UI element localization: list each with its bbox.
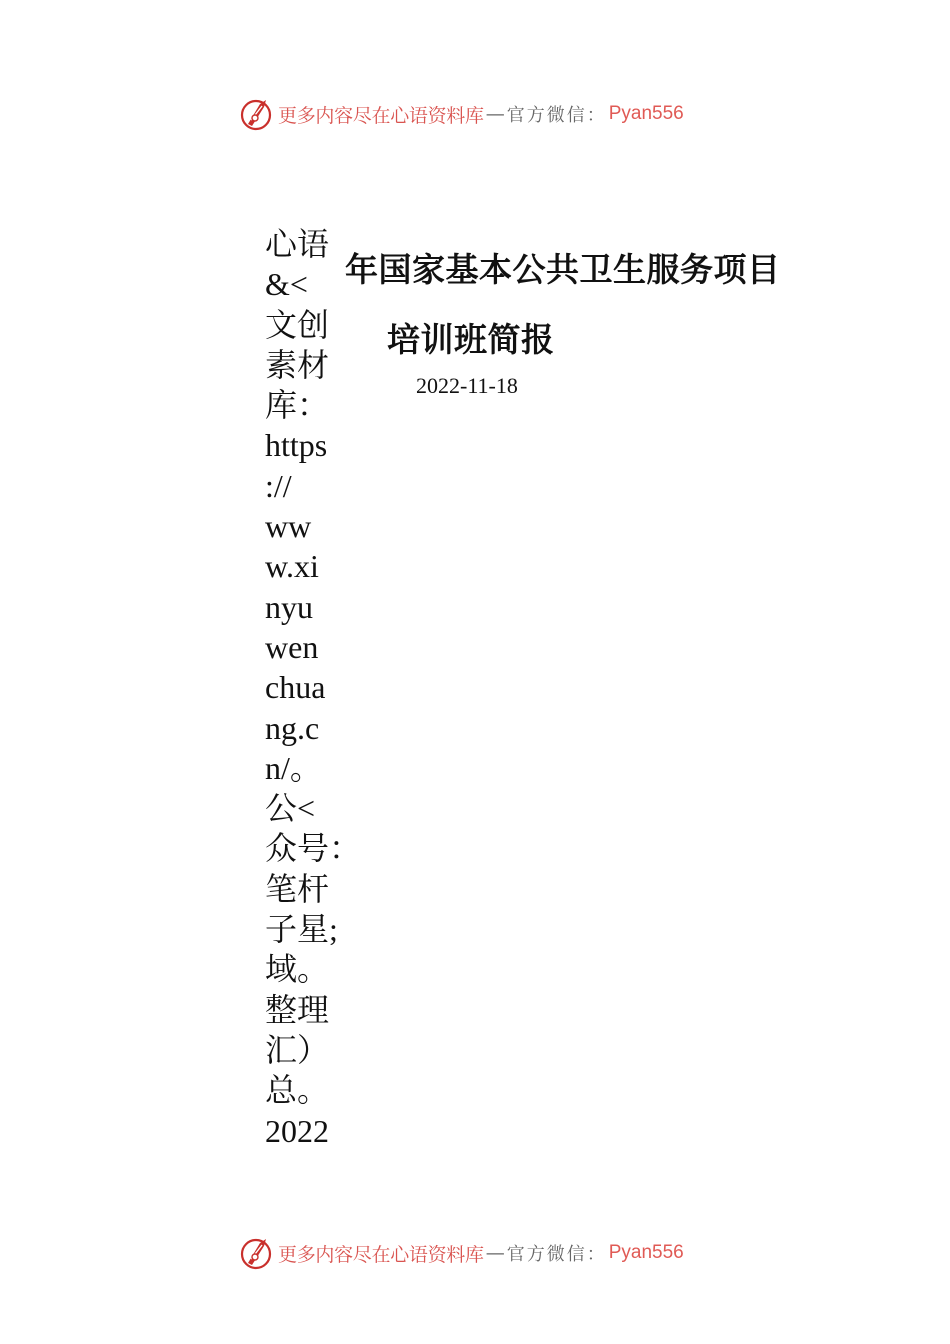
side-line: 众号：: [265, 830, 362, 867]
side-line: ://: [265, 467, 292, 504]
banner-wechat-label: 官方微信：: [506, 1244, 607, 1265]
quill-logo-icon: [238, 96, 274, 132]
side-line: 笔杆: [265, 870, 330, 907]
document-title-line-1: 年国家基本公共卫生服务项目: [345, 250, 781, 289]
side-line: https: [265, 427, 328, 464]
side-line: 公<: [265, 790, 316, 827]
side-text-column: [265, 224, 362, 1151]
side-line: ng.c: [265, 709, 320, 746]
side-line: 素材: [265, 346, 330, 383]
side-line: 域。: [265, 951, 330, 988]
side-line: n/。: [265, 749, 322, 786]
side-line: 2022: [265, 1112, 329, 1149]
quill-logo-icon: [238, 1235, 274, 1271]
banner-wechat-label: 官方微信：: [506, 105, 607, 126]
side-line: 汇）: [265, 1031, 330, 1068]
document-date: 2022-11-18: [416, 373, 518, 398]
side-line: ww: [265, 508, 312, 545]
side-line: 总。: [265, 1072, 330, 1109]
side-line: wen: [265, 628, 319, 665]
side-line: 库：: [265, 387, 330, 424]
side-line: chua: [265, 669, 326, 706]
header-banner: [238, 94, 684, 134]
banner-separator: —: [485, 103, 505, 125]
footer-banner: [238, 1233, 684, 1273]
side-line: 文创: [265, 306, 330, 343]
banner-wechat-id: Pyan556: [608, 103, 684, 124]
side-line: 子星;: [265, 911, 338, 948]
side-line: 整理: [265, 991, 330, 1028]
side-line: nyu: [265, 588, 313, 625]
document-title-line-2: 培训班简报: [387, 320, 555, 359]
side-line: w.xi: [265, 548, 319, 585]
banner-wechat-id: Pyan556: [608, 1242, 684, 1263]
banner-text: 更多内容尽在心语资料库: [278, 1243, 484, 1266]
banner-text: 更多内容尽在心语资料库: [278, 104, 484, 127]
banner-separator: —: [485, 1242, 505, 1264]
side-line: 心语: [265, 226, 330, 262]
side-line: &<: [265, 266, 308, 303]
